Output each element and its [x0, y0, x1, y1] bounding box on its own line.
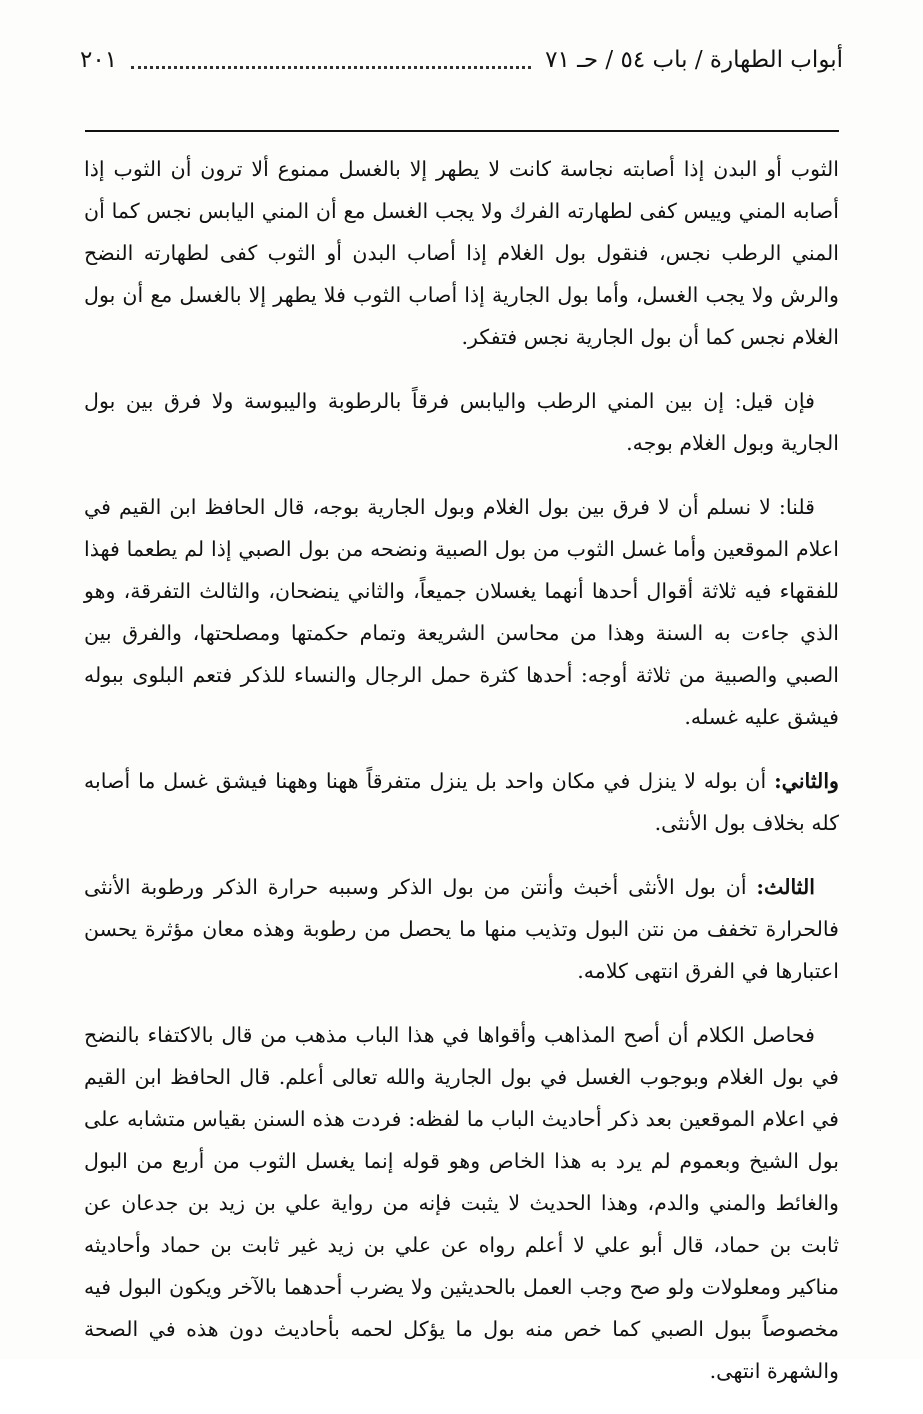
paragraph — [84, 148, 839, 358]
paragraph-text: الثوب أو البدن إذا أصابته نجاسة كانت لا يطهر إلا بالغسل ممنوع ألا ترون أن الثوب إذا أصابه المني وييس كفى لطهارته الفرك ولا يجب الغسل مع أن المني اليابس نجس كما أن المني الرطب نجس، فنقول بول الغلام إذا أصاب البدن أو الثوب كفى لطهارته النضح والرش ولا يجب الغسل، وأما بول الجارية إذا أصاب الثوب فلا يطهر إلا بالغسل مع أن بول الغلام نجس كما أن بول الجارية نجس فتفكر. — [84, 157, 839, 349]
paragraph-text: قلنا: لا نسلم أن لا فرق بين بول الغلام وبول الجارية بوجه، قال الحافظ ابن القيم في اعلام الموقعين وأما غسل الثوب من بول الصبية ونضحه من بول الصبي إذا لم يطعما فهذا للفقهاء فيه ثلاثة أقوال أحدها أنهما يغسلان جميعاً، والثاني ينضحان، والثالث التفرقة، وهو الذي جاءت به السنة وهذا من محاسن الشريعة وتمام حكمتها ومصلحتها، والفرق بين الصبي والصبية من ثلاثة أوجه: أحدها كثرة حمل الرجال والنساء للذكر فتعم البلوى ببوله فيشق عليه غسله. — [84, 495, 839, 729]
header-rule — [85, 130, 839, 132]
paragraph-text: فحاصل الكلام أن أصح المذاهب وأقواها في هذا الباب مذهب من قال بالاكتفاء بالنضح في بول الغلام وبوجوب الغسل في بول الجارية والله تعالى أعلم. قال الحافظ ابن القيم في اعلام الموقعين بعد ذكر أحاديث الباب ما لفظه: فردت هذه السنن بقياس متشابه على بول الشيخ وبعموم لم يرد به هذا الخاص وهو قوله إنما يغسل الثوب من أربع من البول والغائط والمني والدم، وهذا الحديث لا يثبت فإنه من رواية علي بن زيد بن جدعان عن ثابت بن حماد، قال أبو علي لا أعلم رواه عن علي بن زيد غير ثابت بن حماد وأحاديثه مناكير ومعلولات ولو صح وجب العمل بالحديثين ولا يضرب أحدهما بالآخر ويكون البول فيه مخصوصاً ببول الصبي كما خص منه بول ما يؤكل لحمه بأحاديث دون هذه في الصحة والشهرة انتهى. — [84, 1023, 839, 1383]
paragraph-lead: الثالث: — [756, 875, 815, 899]
paragraph-lead: والثاني: — [774, 769, 839, 793]
running-title: أبواب الطهارة / باب ٥٤ / حـ ٧١ — [545, 47, 843, 73]
page-number: ٢٠١ — [80, 47, 118, 73]
paragraph — [84, 1014, 839, 1392]
paragraph — [84, 486, 839, 738]
running-header — [80, 40, 843, 80]
header-dot-leader — [131, 52, 531, 69]
paragraph — [84, 760, 839, 844]
paragraph-text: أن بول الأنثى أخبث وأنتن من بول الذكر وسببه حرارة الذكر ورطوبة الأنثى فالحرارة تخفف من نتن البول وتذيب منها ما يحصل من رطوبة وهذه معان مؤثرة يحسن اعتبارها في الفرق انتهى كلامه. — [84, 875, 839, 983]
paragraph — [84, 866, 839, 992]
paragraph-text: فإن قيل: إن بين المني الرطب واليابس فرقاً بالرطوبة واليبوسة ولا فرق بين بول الجارية وبول الغلام بوجه. — [84, 389, 839, 455]
page-body — [84, 148, 839, 1414]
paragraph-text: أن بوله لا ينزل في مكان واحد بل ينزل متفرقاً ههنا وههنا فيشق غسل ما أصابه كله بخلاف بول الأنثى. — [84, 769, 839, 835]
paragraph — [84, 380, 839, 464]
